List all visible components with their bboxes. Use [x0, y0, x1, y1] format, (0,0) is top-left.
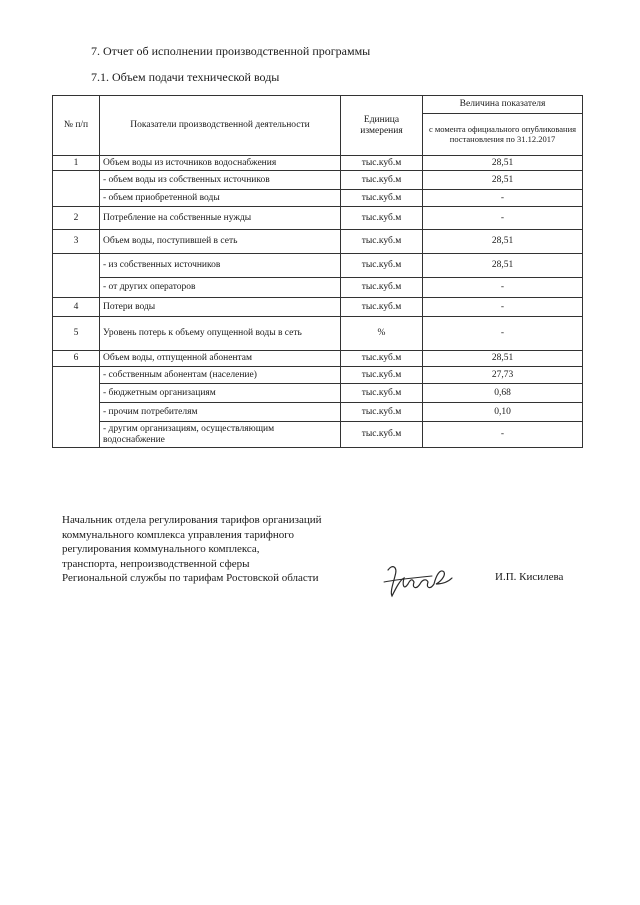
signatory-position: [62, 513, 322, 586]
position-line: транспорта, непроизводственной сферы: [62, 557, 250, 570]
row-name: - объем приобретенной воды: [100, 190, 341, 207]
signatory-name: И.П. Кисилева: [495, 571, 564, 583]
row-value: -: [423, 317, 583, 351]
row-unit: тыс.куб.м: [341, 278, 423, 298]
row-value: -: [423, 422, 583, 448]
table-row: [53, 207, 583, 230]
header-value-group: Величина показателя: [423, 96, 583, 114]
row-unit: тыс.куб.м: [341, 403, 423, 422]
row-num: 6: [53, 351, 100, 367]
table-row: [53, 317, 583, 351]
row-value: -: [423, 278, 583, 298]
row-unit: тыс.куб.м: [341, 298, 423, 317]
row-unit: тыс.куб.м: [341, 156, 423, 171]
row-unit: тыс.куб.м: [341, 171, 423, 190]
production-program-table: [52, 95, 583, 448]
handwritten-signature: [382, 560, 454, 600]
row-name: Потери воды: [100, 298, 341, 317]
row-unit: тыс.куб.м: [341, 190, 423, 207]
row-value: 28,51: [423, 230, 583, 254]
position-line: Начальник отдела регулирования тарифов организаций: [62, 514, 322, 526]
row-num: [53, 171, 100, 207]
header-unit: Единица измерения: [341, 96, 423, 156]
table-row: [53, 403, 583, 422]
row-value: 0,68: [423, 384, 583, 403]
subsection-title: 7.1. Объем подачи технической воды: [91, 70, 280, 84]
row-value: 28,51: [423, 156, 583, 171]
row-num: 5: [53, 317, 100, 351]
row-name: - из собственных источников: [100, 254, 341, 278]
row-unit: тыс.куб.м: [341, 207, 423, 230]
row-name: - от других операторов: [100, 278, 341, 298]
row-unit: тыс.куб.м: [341, 230, 423, 254]
row-value: 28,51: [423, 351, 583, 367]
table-row: [53, 298, 583, 317]
row-value: -: [423, 207, 583, 230]
section-title: 7. Отчет об исполнении производственной программы: [91, 44, 371, 58]
table-row: [53, 171, 583, 190]
row-name: - собственным абонентам (население): [100, 367, 341, 384]
row-unit: тыс.куб.м: [341, 254, 423, 278]
row-num: [53, 367, 100, 448]
table-row: [53, 384, 583, 403]
row-value: 0,10: [423, 403, 583, 422]
row-name: Уровень потерь к объему опущенной воды в сеть: [100, 317, 341, 351]
row-value: 27,73: [423, 367, 583, 384]
row-unit: тыс.куб.м: [341, 384, 423, 403]
row-name: - прочим потребителям: [100, 403, 341, 422]
row-name: - бюджетным организациям: [100, 384, 341, 403]
position-line: Региональной службы по тарифам Ростовской области: [62, 572, 319, 585]
table-row: [53, 230, 583, 254]
table-row: [53, 422, 583, 448]
row-num: 4: [53, 298, 100, 317]
row-num: 3: [53, 230, 100, 254]
row-num: 1: [53, 156, 100, 171]
row-unit: тыс.куб.м: [341, 351, 423, 367]
header-value-period: с момента официального опубликования постановления по 31.12.2017: [423, 114, 583, 156]
row-name: Объем воды из источников водоснабжения: [100, 156, 341, 171]
row-unit: %: [341, 317, 423, 351]
row-name: - другим организациям, осуществляющим водоснабжение: [100, 422, 341, 448]
row-name: Объем воды, поступившей в сеть: [100, 230, 341, 254]
row-name: Объем воды, отпущенной абонентам: [100, 351, 341, 367]
table-row: [53, 190, 583, 207]
row-value: -: [423, 298, 583, 317]
row-name: Потребление на собственные нужды: [100, 207, 341, 230]
position-line: регулирования коммунального комплекса,: [62, 543, 260, 556]
row-value: 28,51: [423, 171, 583, 190]
table-row: [53, 278, 583, 298]
row-value: 28,51: [423, 254, 583, 278]
header-indicator: Показатели производственной деятельности: [100, 96, 341, 156]
table-row: [53, 254, 583, 278]
row-value: -: [423, 190, 583, 207]
table-row: [53, 367, 583, 384]
row-unit: тыс.куб.м: [341, 367, 423, 384]
table-row: [53, 351, 583, 367]
row-name: - объем воды из собственных источников: [100, 171, 341, 190]
position-line: коммунального комплекса управления тарифного: [62, 528, 294, 541]
row-num: 2: [53, 207, 100, 230]
header-num: № п/п: [53, 96, 100, 156]
row-unit: тыс.куб.м: [341, 422, 423, 448]
row-num: [53, 254, 100, 298]
table-row: [53, 156, 583, 171]
